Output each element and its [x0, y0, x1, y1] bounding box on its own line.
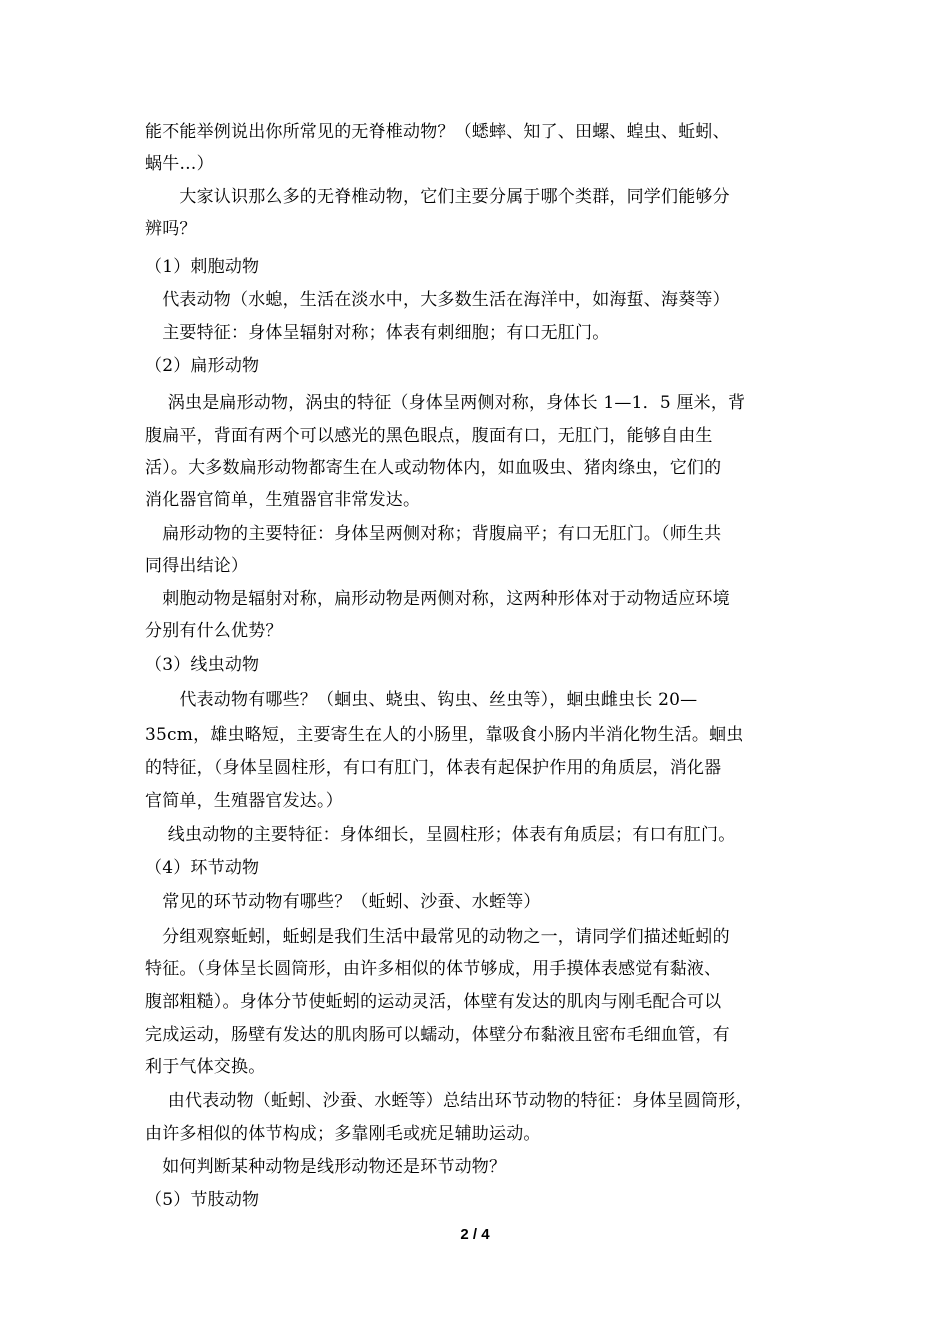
- text-line: 线虫动物的主要特征：身体细长，呈圆柱形；体表有角质层；有口有肛门。: [145, 825, 736, 845]
- text-line: 辨吗？: [145, 219, 197, 239]
- text-line: 特征。（身体呈长圆筒形，由许多相似的体节够成，用手摸体表感觉有黏液、: [145, 959, 722, 979]
- text-line: 主要特征：身体呈辐射对称；体表有刺细胞；有口无肛门。: [145, 323, 610, 343]
- text-line: 35cm，雄虫略短，主要寄生在人的小肠里，靠吸食小肠内半消化物生活。蛔虫: [145, 725, 744, 745]
- text-line: 代表动物有哪些？（蛔虫、蛲虫、钩虫、丝虫等），蛔虫雌虫长 20—: [145, 690, 698, 710]
- section-heading: （4）环节动物: [145, 858, 260, 878]
- text-line: 扁形动物的主要特征：身体呈两侧对称；背腹扁平；有口无肛门。（师生共: [145, 524, 722, 544]
- text-line: 活）。大多数扁形动物都寄生在人或动物体内，如血吸虫、猪肉绦虫，它们的: [145, 458, 722, 478]
- text-line: 利于气体交换。: [145, 1057, 266, 1077]
- section-heading: （1）刺胞动物: [145, 257, 260, 277]
- text-line: 同得出结论）: [145, 556, 249, 576]
- page-number: 2 / 4: [460, 1226, 490, 1243]
- text-line: 刺胞动物是辐射对称，扁形动物是两侧对称，这两种形体对于动物适应环境: [145, 589, 730, 609]
- text-line: 蜗牛…）: [145, 154, 214, 174]
- text-line: 由许多相似的体节构成；多靠刚毛或疣足辅助运动。: [145, 1124, 541, 1144]
- text-line: 由代表动物（蚯蚓、沙蚕、水蛭等）总结出环节动物的特征：身体呈圆筒形，: [145, 1091, 753, 1111]
- text-line: 腹扁平，背面有两个可以感光的黑色眼点，腹面有口，无肛门，能够自由生: [145, 426, 713, 446]
- text-line: 腹部粗糙）。身体分节使蚯蚓的运动灵活，体壁有发达的肌肉与刚毛配合可以: [145, 992, 722, 1012]
- text-line: 涡虫是扁形动物，涡虫的特征（身体呈两侧对称，身体长 1—1．5 厘米，背: [145, 393, 746, 413]
- text-line: 分别有什么优势？: [145, 621, 283, 641]
- text-line: 能不能举例说出你所常见的无脊椎动物？（蟋蟀、知了、田螺、蝗虫、蚯蚓、: [145, 122, 730, 142]
- text-line: 消化器官简单，生殖器官非常发达。: [145, 490, 421, 510]
- section-heading: （3）线虫动物: [145, 655, 260, 675]
- text-line: 大家认识那么多的无脊椎动物，它们主要分属于哪个类群，同学们能够分: [145, 187, 730, 207]
- section-heading: （5）节肢动物: [145, 1190, 260, 1210]
- text-line: 常见的环节动物有哪些？（蚯蚓、沙蚕、水蛭等）: [145, 892, 541, 912]
- text-line: 官简单，生殖器官发达。）: [145, 791, 343, 811]
- section-heading: （2）扁形动物: [145, 356, 260, 376]
- text-line: 的特征，（身体呈圆柱形，有口有肛门，体表有起保护作用的角质层，消化器: [145, 758, 722, 778]
- text-line: 分组观察蚯蚓，蚯蚓是我们生活中最常见的动物之一，请同学们描述蚯蚓的: [145, 927, 730, 947]
- text-line: 如何判断某种动物是线形动物还是环节动物？: [145, 1157, 507, 1177]
- text-line: 完成运动，肠壁有发达的肌肉肠可以蠕动，体壁分布黏液且密布毛细血管，有: [145, 1025, 730, 1045]
- text-line: 代表动物（水螅，生活在淡水中，大多数生活在海洋中，如海蜇、海葵等）: [145, 290, 730, 310]
